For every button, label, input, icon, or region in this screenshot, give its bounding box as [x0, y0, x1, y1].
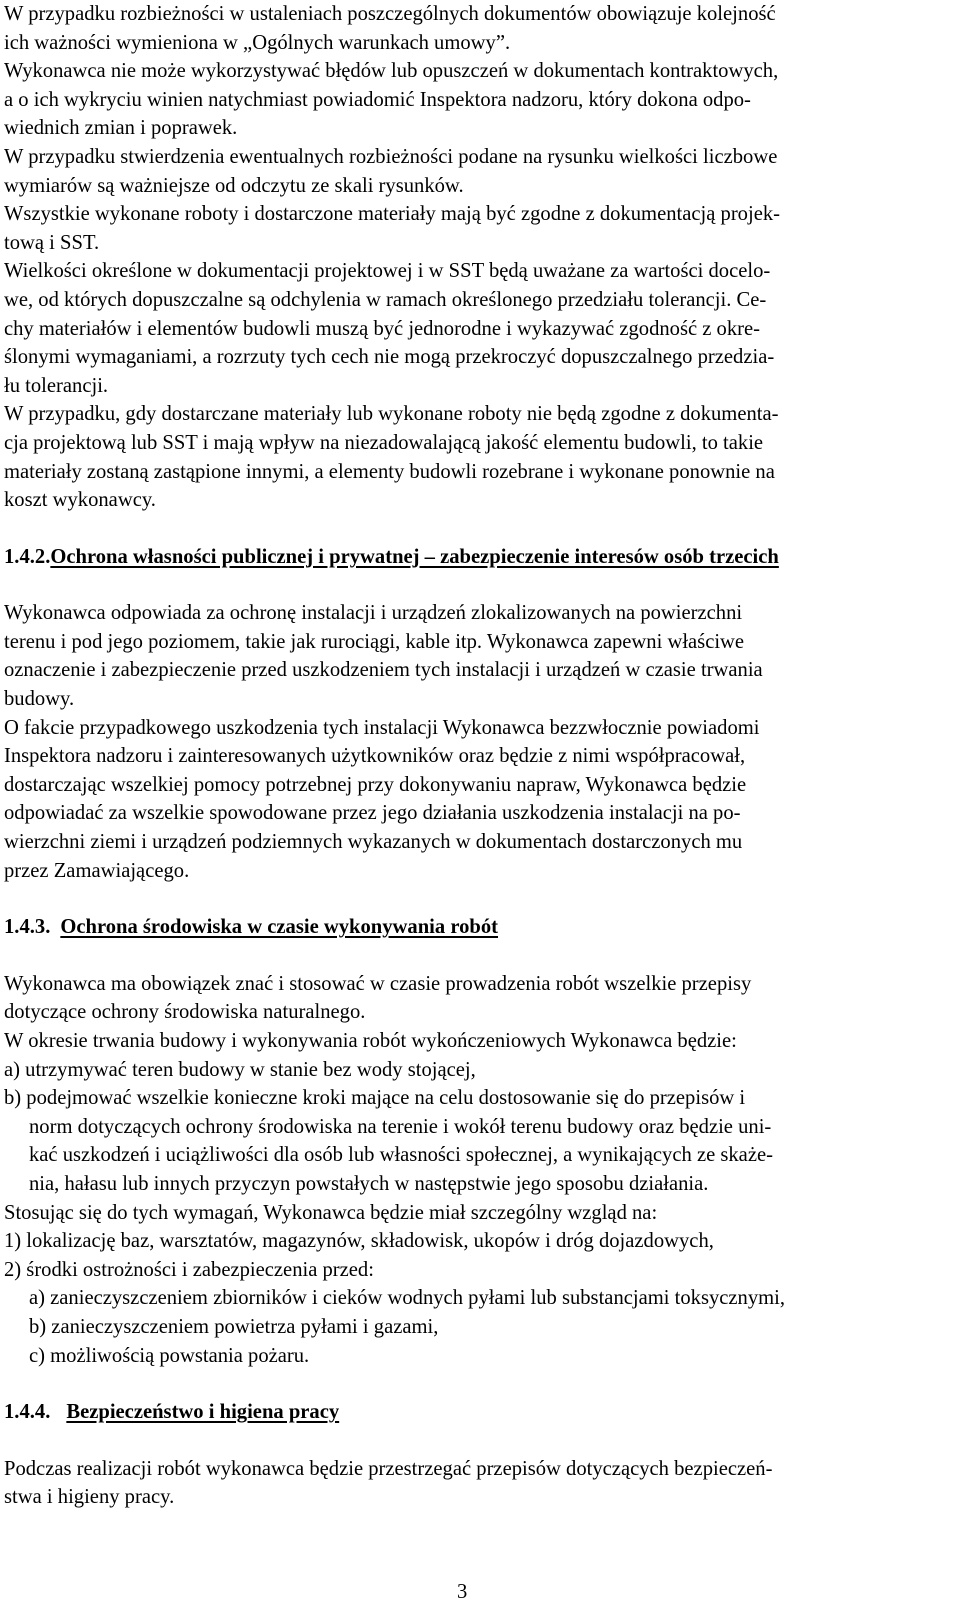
text-line: dostarczając wszelkiej pomocy potrzebnej przy dokonywaniu napraw, Wykonawca będzie	[4, 773, 747, 796]
page-number: 3	[457, 1581, 468, 1603]
text-line: Inspektora nadzoru i zainteresowanych użytkowników oraz będzie z nimi współpracował,	[4, 745, 746, 768]
text-line: ich ważności wymieniona w „Ogólnych warunkach umowy”.	[4, 31, 511, 54]
text-line: W przypadku rozbieżności w ustaleniach poszczególnych dokumentów obowiązuje kolejność	[4, 3, 776, 25]
text-line: chy materiałów i elementów budowli muszą być jednorodne i wykazywać zgodność z okre-	[4, 317, 760, 340]
section-number: 1.4.4.	[4, 1401, 51, 1424]
spacer	[4, 885, 938, 913]
text-line: ślonymi wymaganiami, a rozrzuty tych cech nie mogą przekroczyć dopuszczalnego przedzia-	[4, 346, 775, 369]
text-line: dotyczące ochrony środowiska naturalnego.	[4, 1001, 366, 1024]
text-line: a o ich wykryciu winien natychmiast powiadomić Inspektora nadzoru, który dokona odpo-	[4, 88, 751, 111]
text-line: wymiarów są ważniejsze od odczytu ze skali rysunków.	[4, 174, 464, 197]
text-line: oznaczenie i zabezpieczenie przed uszkodzeniem tych instalacji i urządzeń w czasie trwania	[4, 659, 763, 682]
text-line: Wielkości określone w dokumentacji projektowej i w SST będą uważane za wartości docelo-	[4, 260, 771, 283]
text-line: materiały zostaną zastąpione innymi, a elementy budowli rozebrane i wykonane ponownie na	[4, 460, 775, 483]
spacer	[4, 515, 938, 543]
text-line: wiednich zmian i poprawek.	[4, 117, 238, 140]
text-line: Wszystkie wykonane roboty i dostarczone materiały mają być zgodne z dokumentacją projek-	[4, 203, 780, 226]
list-item: 2) środki ostrożności i zabezpieczenia przed:	[4, 1258, 374, 1281]
sub-list-item: c) możliwością powstania pożaru.	[29, 1344, 310, 1367]
text-line: tową i SST.	[4, 231, 100, 254]
sub-list-item: a) zanieczyszczeniem zbiorników i cieków wodnych pyłami lub substancjami toksycznymi,	[29, 1287, 786, 1310]
text-line: Wykonawca nie może wykorzystywać błędów lub opuszczeń w dokumentach kontraktowych,	[4, 60, 779, 83]
spacer	[4, 1427, 938, 1455]
text-line: przez Zamawiającego.	[4, 859, 190, 882]
list-item: b) podejmować wszelkie konieczne kroki mające na celu dostosowanie się do przepisów i	[4, 1087, 746, 1110]
text-line: Stosując się do tych wymagań, Wykonawca będzie miał szczególny wzgląd na:	[4, 1201, 658, 1224]
section-142-body	[4, 599, 938, 885]
text-line: we, od których dopuszczalne są odchylenia w ramach określonego przedziału tolerancji. Ce-	[4, 288, 767, 311]
text-line: koszt wykonawcy.	[4, 489, 156, 512]
section-heading-144	[4, 1398, 938, 1427]
text-line: cja projektową lub SST i mają wpływ na niezadowalającą jakość elementu budowli, to takie	[4, 431, 764, 454]
section-144-body	[4, 1455, 938, 1512]
list-item: 1) lokalizację baz, warsztatów, magazynów, składowisk, ukopów i dróg dojazdowych,	[4, 1230, 714, 1253]
text-line: O fakcie przypadkowego uszkodzenia tych instalacji Wykonawca bezzwłocznie powiadomi	[4, 716, 760, 739]
section-heading-142	[4, 543, 938, 572]
text-line: Wykonawca odpowiada za ochronę instalacji i urządzeń zlokalizowanych na powierzchni	[4, 602, 743, 625]
section-title: Bezpieczeństwo i higiena pracy	[66, 1401, 340, 1424]
text-line: łu tolerancji.	[4, 374, 109, 397]
document-page	[4, 0, 938, 1512]
text-line: W przypadku stwierdzenia ewentualnych rozbieżności podane na rysunku wielkości liczbowe	[4, 145, 778, 168]
section-number: 1.4.3.	[4, 916, 51, 939]
spacer	[4, 1370, 938, 1398]
list-item-continuation: nia, hałasu lub innych przyczyn powstałych w następstwie jego sposobu działania.	[29, 1172, 709, 1195]
spacer	[4, 571, 938, 599]
text-line: terenu i pod jego poziomem, takie jak rurociągi, kable itp. Wykonawca zapewni właściwe	[4, 630, 745, 653]
list-item-continuation: norm dotyczących ochrony środowiska na terenie i wokół terenu budowy oraz będzie uni-	[29, 1115, 772, 1138]
text-line: budowy.	[4, 688, 75, 711]
text-line: wierzchni ziemi i urządzeń podziemnych wykazanych w dokumentach dostarczonych mu	[4, 831, 743, 854]
section-title: Ochrona środowiska w czasie wykonywania robót	[60, 916, 499, 939]
text-line: odpowiadać za wszelkie spowodowane przez jego działania uszkodzenia instalacji na po-	[4, 802, 741, 825]
text-line: Podczas realizacji robót wykonawca będzie przestrzegać przepisów dotyczących bezpieczeń-	[4, 1457, 773, 1480]
text-line: stwa i higieny pracy.	[4, 1486, 175, 1509]
section-title: Ochrona własności publicznej i prywatnej – zabezpieczenie interesów osób trzecich	[50, 545, 779, 568]
section-143-body	[4, 970, 938, 1370]
spacer	[4, 942, 938, 970]
text-line: W przypadku, gdy dostarczane materiały lub wykonane roboty nie będą zgodne z dokumenta-	[4, 403, 779, 426]
sub-list-item: b) zanieczyszczeniem powietrza pyłami i gazami,	[29, 1315, 439, 1338]
list-item-continuation: kać uszkodzeń i uciążliwości dla osób lub własności społecznej, a wynikających ze skaże-	[29, 1144, 773, 1167]
text-line: W okresie trwania budowy i wykonywania robót wykończeniowych Wykonawca będzie:	[4, 1030, 737, 1052]
section-number: 1.4.2.	[4, 545, 51, 568]
intro-block	[4, 0, 938, 515]
list-item: a) utrzymywać teren budowy w stanie bez wody stojącej,	[4, 1058, 476, 1081]
text-line: Wykonawca ma obowiązek znać i stosować w czasie prowadzenia robót wszelkie przepisy	[4, 972, 752, 995]
section-heading-143	[4, 913, 938, 942]
